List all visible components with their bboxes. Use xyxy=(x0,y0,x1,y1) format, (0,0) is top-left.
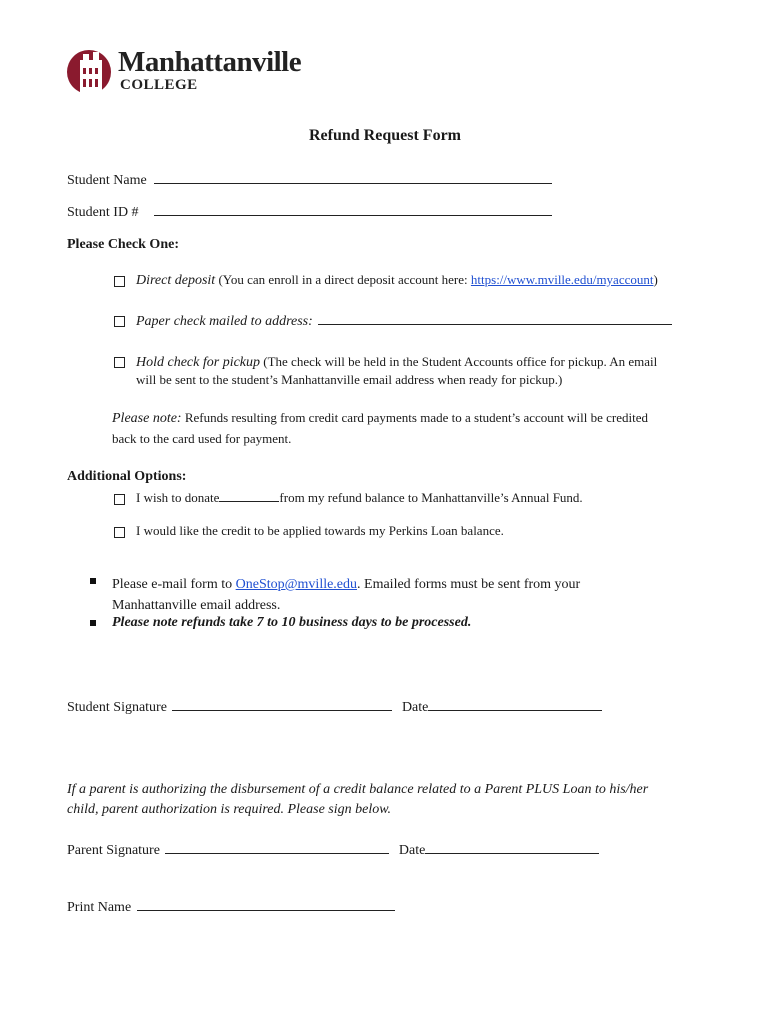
email-instructions-post: . Emailed forms must be sent from your xyxy=(357,577,581,592)
student-id-row xyxy=(67,203,552,221)
logo-name: Manhattanville xyxy=(118,46,302,78)
donate-checkbox[interactable] xyxy=(114,494,125,505)
direct-deposit-close: ) xyxy=(653,272,658,287)
donate-text-post: from my refund balance to Manhattanville’s Annual Fund. xyxy=(279,490,583,505)
direct-deposit-title: Direct deposit xyxy=(136,273,216,288)
hold-check-desc: (The check will be held in the Student Accounts office for pickup. An email xyxy=(260,354,658,369)
student-name-field[interactable] xyxy=(154,171,552,184)
hold-check-option xyxy=(136,353,657,388)
donate-amount-field[interactable] xyxy=(219,490,279,502)
myaccount-link[interactable]: https://www.mville.edu/myaccount xyxy=(470,272,654,287)
student-date-field[interactable] xyxy=(428,698,602,711)
parent-note-line2: child, parent authorization is required. Please sign below. xyxy=(67,802,392,817)
student-id-label: Student ID # xyxy=(67,205,139,220)
college-seal-icon xyxy=(66,46,114,96)
perkins-option: I would like the credit to be applied towards my Perkins Loan balance. xyxy=(136,523,504,538)
refund-note-text-line2: back to the card used for payment. xyxy=(112,431,292,446)
processing-time-note: Please note refunds take 7 to 10 business days to be processed. xyxy=(112,615,472,630)
direct-deposit-option xyxy=(136,272,658,289)
student-signature-field[interactable] xyxy=(172,698,392,711)
student-name-row xyxy=(67,171,552,189)
mailing-address-field[interactable] xyxy=(318,312,672,325)
parent-note-line1: If a parent is authorizing the disbursement of a credit balance related to a Parent PLUS Loan to his/her xyxy=(67,782,649,797)
onestop-email-link[interactable]: OneStop@mville.edu xyxy=(235,577,358,592)
paper-check-checkbox[interactable] xyxy=(114,316,125,327)
bullet-marker xyxy=(90,578,96,584)
hold-check-desc-line2: will be sent to the student’s Manhattanville email address when ready for pickup.) xyxy=(136,372,563,387)
student-date-label: Date xyxy=(401,700,429,715)
refund-note xyxy=(112,408,648,449)
logo-subtitle: COLLEGE xyxy=(120,77,198,93)
parent-date-field[interactable] xyxy=(425,841,599,854)
print-name-row xyxy=(67,898,395,916)
parent-signature-row xyxy=(67,841,599,859)
hold-check-checkbox[interactable] xyxy=(114,357,125,368)
student-name-label: Student Name xyxy=(67,173,147,188)
refund-note-label: Please note: xyxy=(112,411,182,426)
email-instructions xyxy=(112,574,580,616)
paper-check-title: Paper check mailed to address: xyxy=(136,314,313,329)
perkins-checkbox[interactable] xyxy=(114,527,125,538)
bullet-marker xyxy=(90,620,96,626)
parent-signature-label: Parent Signature xyxy=(67,843,160,858)
paper-check-option xyxy=(136,312,672,330)
refund-note-text: Refunds resulting from credit card payments made to a student’s account will be credited xyxy=(181,410,649,425)
parent-authorization-note xyxy=(67,780,648,820)
donate-text-pre: I wish to donate xyxy=(136,490,220,505)
direct-deposit-checkbox[interactable] xyxy=(114,276,125,287)
parent-date-label: Date xyxy=(398,843,426,858)
form-title: Refund Request Form xyxy=(309,127,461,144)
direct-deposit-desc: (You can enroll in a direct deposit account here: xyxy=(215,272,471,287)
parent-signature-field[interactable] xyxy=(165,841,389,854)
student-signature-row xyxy=(67,698,602,716)
donate-option xyxy=(136,490,583,506)
print-name-field[interactable] xyxy=(137,898,395,911)
print-name-label: Print Name xyxy=(67,900,132,915)
additional-options-heading: Additional Options: xyxy=(67,469,187,484)
student-id-field[interactable] xyxy=(154,203,552,216)
email-instructions-pre: Please e-mail form to xyxy=(112,577,236,592)
check-one-heading: Please Check One: xyxy=(67,237,179,252)
email-instructions-line2: Manhattanville email address. xyxy=(112,598,281,613)
hold-check-title: Hold check for pickup xyxy=(136,355,261,370)
student-signature-label: Student Signature xyxy=(67,700,167,715)
college-logo xyxy=(66,46,316,96)
